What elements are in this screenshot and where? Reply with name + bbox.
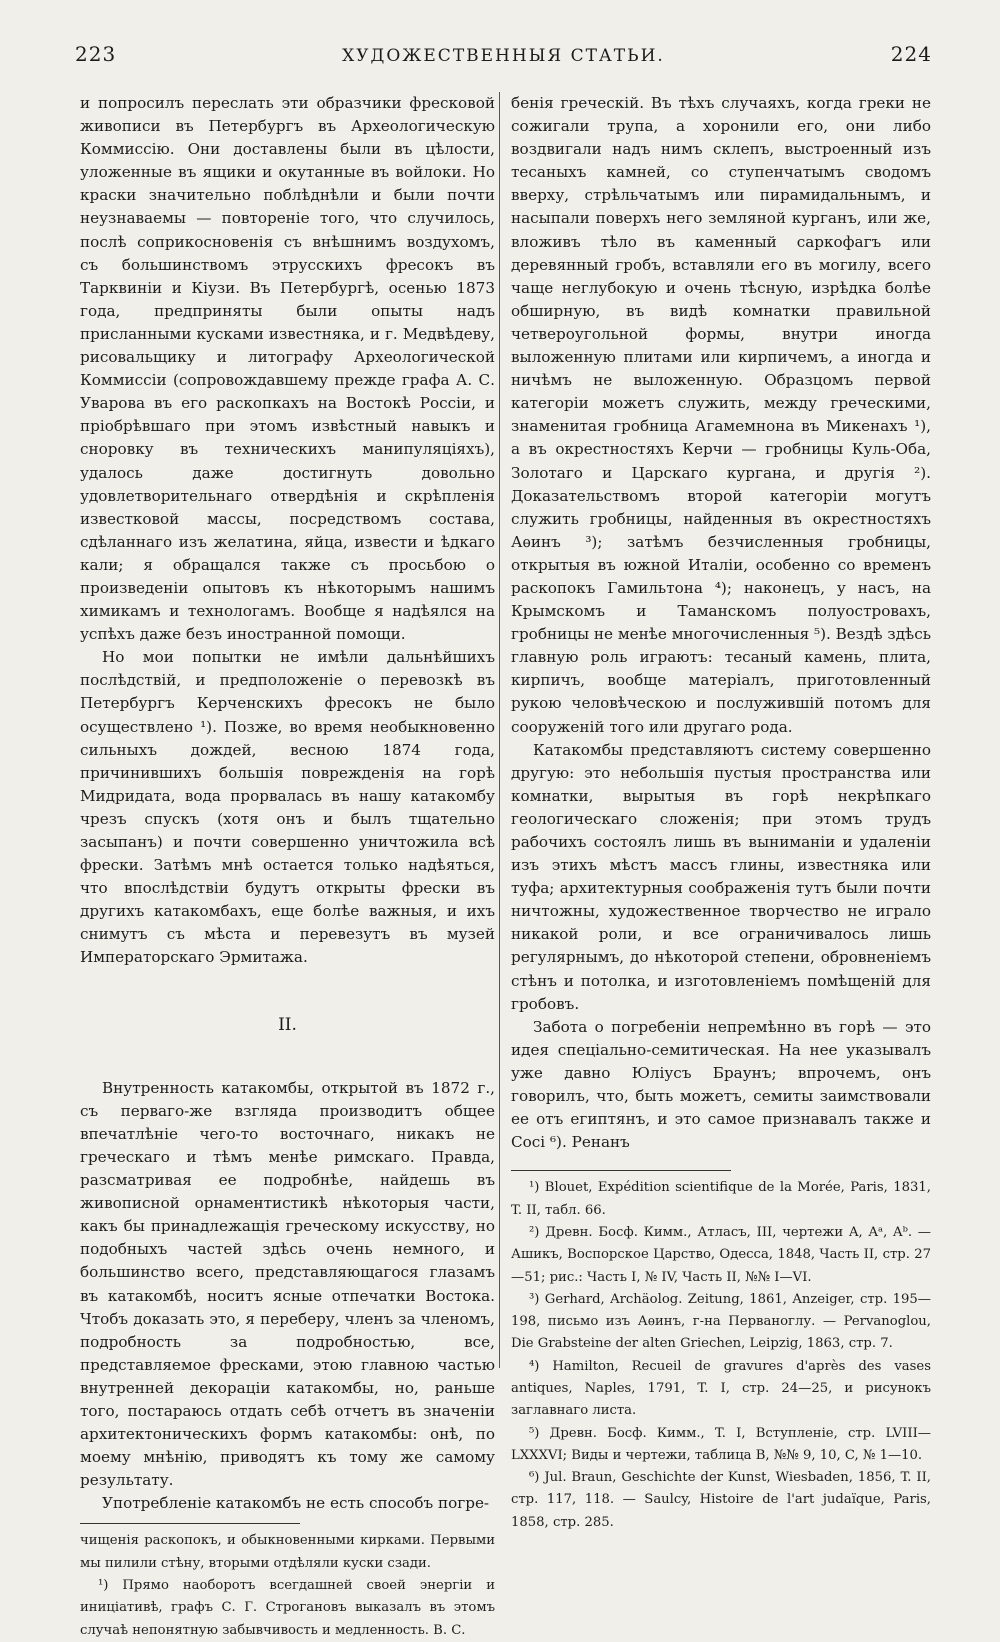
running-title: ХУДОЖЕСТВЕННЫЯ СТАТЬИ. [342,46,665,66]
footnote: ⁵) Древн. Босф. Кимм., T. I, Вступленіе, стр. LVIII—LXXXVI; Виды и чертежи, таблица B, №№ 9, 10, C, № 1—10. [511,1425,931,1463]
footnote-rule [80,1523,300,1524]
paragraph: Катакомбы представляютъ систему совершенно другую: это небольшія пустыя пространства или комнатки, вырытыя въ горѣ некрѣпкаго геологическаго сложенія; при этомъ трудъ рабочихъ состоялъ лишь въ выниманіи и удаленіи изъ этихъ мѣстъ массъ глины, известняка или туфа; архитектурныя соображенія тутъ были почти ничтожны, художественное творчество не играло никакой роли, и все ограничивалось лишь регулярнымъ, до нѣкоторой степени, обровненіемъ стѣнъ и потолка, и изготовленіемъ помѣщеній для гробовъ. [511,740,931,1013]
paragraph: Но мои попытки не имѣли дальнѣйшихъ послѣдствій, и предположеніе о перевозкѣ въ Петербургъ Керченскихъ фресокъ не было осуществлено ¹). Позже, во время необыкновенно сильныхъ дождей, весною 1874 года, причинившихъ большія поврежденія на горѣ Мидридата, вода прорвалась въ нашу катакомбу чрезъ спускъ (хотя онъ и былъ тщательно засыпанъ) и почти совершенно уничтожила всѣ фрески. Затѣмъ мнѣ остается только надѣяться, что впослѣдствіи будутъ открыты фрески въ другихъ катакомбахъ, еще болѣе важныя, и ихъ снимутъ съ мѣста и перевезутъ въ музей Императорскаго Эрмитажа. [80,648,495,967]
running-header [75,42,932,66]
footnote: ⁶) Jul. Braun, Geschichte der Kunst, Wiesbaden, 1856, T. II, стр. 117, 118. — Saulcy, Histoire de l'art judaïque, Paris, 1858, стр. 285. [511,1470,931,1530]
left-column [80,92,495,1642]
footnote: ²) Древн. Босф. Кимм., Атласъ, III, чертежи A, Aᵃ, Aᵇ. — Ашикъ, Воспорское Царство, Одесса, 1848, Часть II, стр. 27—51; рис.: Часть I, № IV, Часть II, №№ I—VI. [511,1224,931,1285]
footnote: ¹) Прямо наоборотъ всегдашней своей энергіи и иниціативѣ, графъ С. Г. Строгановъ выказалъ въ этомъ случаѣ непонятную забывчивость и медленность. В. С. [80,1578,495,1638]
page-number-right: 224 [890,42,932,66]
right-column [511,92,931,1534]
paragraph: Внутренность катакомбы, открытой въ 1872 г., съ перваго-же взгляда производитъ общее впечатлѣніе чего-то восточнаго, никакъ не греческаго и тѣмъ менѣе римскаго. Правда, разсматривая ее подробнѣе, найдешь въ живописной орнаментистикѣ нѣкоторыя части, какъ бы принадлежащія греческому искусству, но подобныхъ частей здѣсь очень немного, и большинство всего, представляющагося глазамъ въ катакомбѣ, носитъ ясные отпечатки Востока. Чтобъ доказать это, я переберу, членъ за членомъ, подробность за подробностью, все, представляемое фресками, этою главною частью внутренней декораціи катакомбы, но, раньше того, постараюсь отдать себѣ отчетъ въ значеніи архитектоническихъ формъ катакомбы: онѣ, по моему мнѣнію, приводятъ къ тому же самому результату. [80,1078,495,1490]
section-heading: II. [278,1014,297,1035]
paragraph: бенія греческій. Въ тѣхъ случаяхъ, когда греки не сожигали трупа, а хоронили его, они либо воздвигали надъ нимъ склепъ, выстроенный изъ тесаныхъ камней, со ступенчатымъ сводомъ вверху, стрѣльчатымъ или пирамидальнымъ, и насыпали поверхъ него земляной курганъ, или же, вложивъ тѣло въ каменный саркофагъ или деревянный гробъ, вставляли его въ могилу, всего чаще неглубокую и очень тѣсную, изрѣдка болѣе обширную, въ видѣ комнатки правильной четвероугольной формы, внутри иногда выложенную плитами или кирпичемъ, а иногда и ничѣмъ не выложенную. Образцомъ первой категоріи можетъ служить, между греческими, знаменитая гробница Агамемнона въ Микенахъ ¹), а въ окрестностяхъ Керчи — гробницы Куль-Оба, Золотаго и Царскаго кургана, и другія ²). Доказательствомъ второй категоріи могутъ служить гробницы, найденныя въ окрестностяхъ Аѳинъ ³); затѣмъ безчисленныя гробницы, открытыя въ южной Италіи, особенно со временъ раскопокъ Гамильтона ⁴); наконецъ, у насъ, на Крымскомъ и Таманскомъ полуостровахъ, гробницы не менѣе многочисленныя ⁵). Вездѣ здѣсь главную роль играютъ: тесаный камень, плита, кирпичъ, вообще матеріалъ, приготовленный рукою человѣческою и послужившій потомъ для сооруженій того или другаго рода. [511,94,931,736]
footnote: ¹) Blouet, Expédition scientifique de la Morée, Paris, 1831, T. II, табл. 66. [511,1180,931,1218]
page-number-left: 223 [75,42,117,66]
paragraph: Употребленіе катакомбъ не есть способъ погре- [102,1494,490,1513]
footnote: ³) Gerhard, Archäolog. Zeitung, 1861, Anzeiger, стр. 195—198, письмо изъ Аѳинъ, г-на Перваноглу. — Pervanoglou, Die Grabsteine der alten Griechen, Leipzig, 1863, стр. 7. [511,1291,931,1352]
footnote: чищенія раскопокъ, и обыкновенными кирками. Первыми мы пилили стѣну, вторыми отдѣляли куски сзади. [80,1533,495,1571]
footnote: ⁴) Hamilton, Recueil de gravures d'après des vases antiques, Naples, 1791, T. I, стр. 24—25, и рисунокъ заглавнаго листа. [511,1358,931,1419]
paragraph: Забота о погребеніи непремѣнно въ горѣ — это идея спеціально-семитическая. На нее указывалъ уже давно Юліусъ Браунъ; впрочемъ, онъ говорилъ, что, быть можетъ, семиты заимствовали ее отъ египтянъ, и это самое признавалъ также и Сосі ⁶). Ренанъ [511,1017,931,1152]
paragraph: и попросилъ переслать эти образчики фресковой живописи въ Петербургъ въ Археологическую Коммиссію. Они доставлены были въ цѣлости, уложенные въ ящики и окутанные въ войлоки. Но краски значительно поблѣднѣли и были почти неузнаваемы — повтореніе того, что случилось, послѣ соприкосновенія съ внѣшнимъ воздухомъ, съ большинствомъ этрусскихъ фресокъ въ Тарквиніи и Кіузи. Въ Петербургѣ, осенью 1873 года, предприняты были опыты надъ присланными кусками известняка, и г. Медвѣдеву, рисовальщику и литографу Археологической Коммиссіи (сопровождавшему прежде графа А. С. Уварова въ его раскопкахъ на Востокѣ Россіи, и пріобрѣвшаго при этомъ извѣстный навыкъ и сноровку въ техническихъ манипуляціяхъ), удалось даже достигнуть довольно удовлетворительнаго отвердѣнія и скрѣпленія известковой массы, посредствомъ состава, сдѣланнаго изъ желатина, яйца, извести и ѣдкаго кали; я обращался также съ просьбою о произведеніи опытовъ къ нѣкоторымъ нашимъ химикамъ и технологамъ. Вообще я надѣялся на успѣхъ даже безъ иностранной помощи. [80,94,495,644]
column-divider [499,92,500,1368]
footnote-rule [511,1170,731,1171]
